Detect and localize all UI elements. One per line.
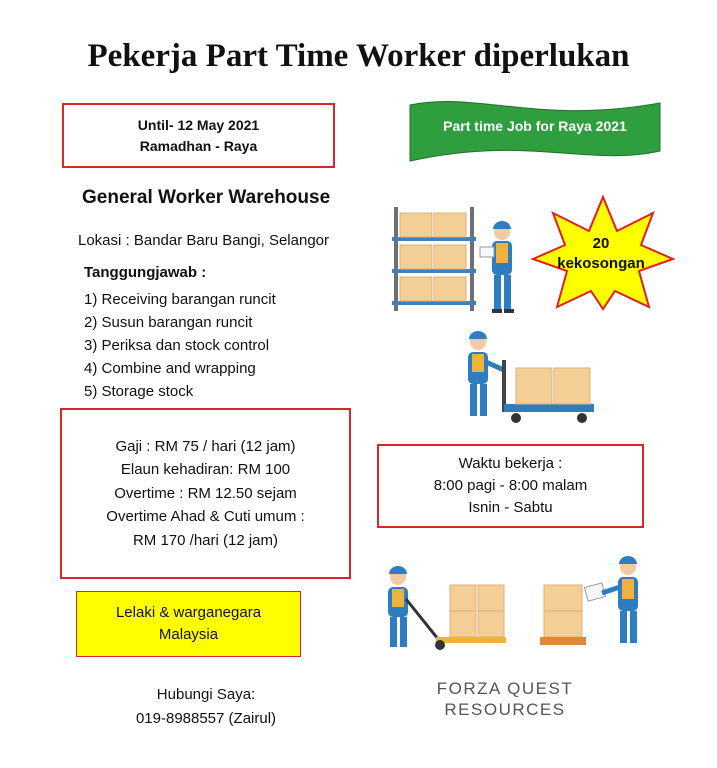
pay-line: Gaji : RM 75 / hari (12 jam)	[115, 437, 296, 455]
vacancy-count: 20	[592, 235, 610, 252]
duties-heading: Tanggungjawab :	[84, 264, 207, 281]
requirement-line: Lelaki & warganegara	[115, 604, 262, 621]
deadline-period: Ramadhan - Raya	[139, 137, 258, 154]
list-item: 5) Storage stock	[84, 383, 194, 400]
list-item: 3) Periksa dan stock control	[84, 337, 270, 354]
vacancy-label: kekosongan	[557, 255, 645, 272]
pay-line: Overtime Ahad & Cuti umum :	[106, 508, 305, 526]
pay-line: Overtime : RM 12.50 sejam	[114, 484, 297, 502]
company-name	[420, 678, 590, 720]
pay-line: RM 170 /hari (12 jam)	[132, 531, 279, 549]
hours-line: Isnin - Sabtu	[468, 499, 553, 516]
deadline-date: Until- 12 May 2021	[137, 116, 260, 133]
list-item: 2) Susun barangan runcit	[84, 314, 253, 331]
duties-list	[84, 288, 276, 403]
list-item: 4) Combine and wrapping	[84, 360, 256, 377]
deadline-box	[62, 103, 335, 168]
warehouse-shelf-worker	[384, 205, 524, 320]
company-line: FORZA QUEST	[436, 679, 574, 698]
contact-phone: 019-8988557 (Zairul)	[135, 710, 277, 727]
pallet-trolley-worker	[458, 330, 598, 430]
pallet-jack-worker	[380, 565, 515, 655]
hours-line: 8:00 pagi - 8:00 malam	[433, 477, 588, 494]
company-line: RESOURCES	[444, 700, 566, 719]
requirement-line: Malaysia	[158, 626, 219, 643]
contact-label: Hubungi Saya:	[156, 686, 256, 703]
poster-title: Pekerja Part Time Worker diperlukan	[87, 38, 630, 74]
pay-line: Elaun kehadiran: RM 100	[120, 461, 291, 479]
banner-text: Part time Job for Raya 2021	[443, 118, 627, 134]
contact-info	[96, 683, 316, 731]
job-location: Lokasi : Bandar Baru Bangi, Selangor	[78, 232, 329, 249]
job-title: General Worker Warehouse	[82, 187, 331, 208]
hours-line: Waktu bekerja :	[458, 455, 563, 472]
inventory-check-worker	[540, 555, 655, 655]
pay-box	[60, 408, 351, 579]
vacancy-text	[531, 234, 671, 274]
list-item: 1) Receiving barangan runcit	[84, 291, 276, 308]
working-hours-box	[377, 444, 644, 528]
requirement-box	[76, 591, 301, 657]
